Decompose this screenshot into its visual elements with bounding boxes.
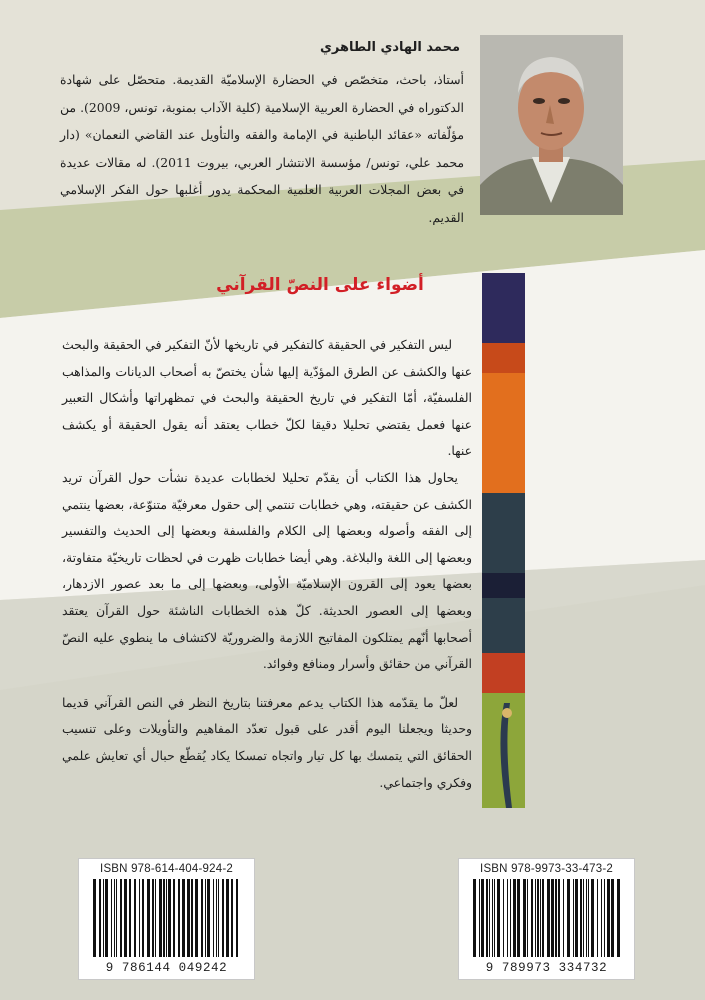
barcode-digits: 9 786144 049242 [105,961,228,975]
description-paragraph: لعلّ ما يقدّمه هذا الكتاب يدعم معرفتنا بتاريخ النظر في النص القرآني قديما وحديثا ويجعلنا اليوم أقدر على قبول تعدّد المفاهيم والتأويلات وعلى تنسيب الحقائق التي يتمسك بها كل تيار واتجاه تمسكا يكاد يُقطّع حبال أي تعايش علمي وفكري واجتماعي. [62,694,472,790]
side-artwork [482,273,525,808]
barcode-bars [93,879,240,957]
author-bio: أستاذ، باحث، متخصّص في الحضارة الإسلاميّة القديمة. متحصّل على شهادة الدكتوراه في الحضارة العربية الإسلامية (كلية الآداب بمنوبة، تونس، 2009). من مؤلّفاته «عقائد الباطنية في الإمامة والفقه والتأويل عند القاضي النعمان» (دار محمد علي، تونس/ مؤسسة الانتشار العربي، بيروت 2011). له مقالات عديدة في بعض المجلات العربية العلمية المحكمة يدور أغلبها حول الفكر الإسلامي القديم. [60,72,464,225]
isbn-label: ISBN 978-614-404-924-2 [100,863,233,875]
author-name: محمد الهادي الطاهري [320,40,460,55]
description-paragraph: ليس التفكير في الحقيقة كالتفكير في تاريخها لأنّ التفكير في الحقيقة والبحث عنها والكشف عن الطرق المؤدّية إليها شأن يختصّ به أصحاب الديانات والمذاهب الفلسفيّة، أمّا التفكير في تاريخ الحقيقة والبحث في تمظهراتها وأشكال التعبير عنها فعمل يقتضي تحليلا دقيقا لكلّ خطاب يعتقد أنه يقول الحقيقة أو يكشف عنها. [62,337,472,459]
barcode-left [78,858,255,980]
description-paragraph: يحاول هذا الكتاب أن يقدّم تحليلا لخطابات عديدة نشأت حول القرآن تريد الكشف عن حقيقته، وهي خطابات تنتمي إلى حقول معرفيّة متنوّعة، بعضها ينتمي إلى الفقه وأصوله وبعضها إلى الكلام والفلسفة وبعضها إلى الحديث والتفسير وبعضها إلى اللغة والبلاغة. وهي أيضا خطابات ظهرت في لحظات تاريخيّة متفاوتة، بعضها يعود إلى القرون الإسلاميّة الأولى، وبعضها إلى ما بعد عصور الازدهار، وبعضها إلى العصور الحديثة. كلّ هذه الخطابات الناشئة حول القرآن يعتقد أصحابها أنّهم يمتلكون المفاتيح اللازمة والضروريّة لاكتشاف ما ينطوي عليه النصّ القرآني من حقائق وأسرار ومنافع وفوائد. [62,469,472,672]
book-description [62,332,472,796]
barcode-right [458,858,635,980]
author-photo [480,35,623,215]
isbn-label: ISBN 978-9973-33-473-2 [480,863,613,875]
book-title: أضواء على النصّ القرآني [216,275,424,295]
barcode-bars [473,879,620,957]
barcode-digits: 9 789973 334732 [485,961,608,975]
